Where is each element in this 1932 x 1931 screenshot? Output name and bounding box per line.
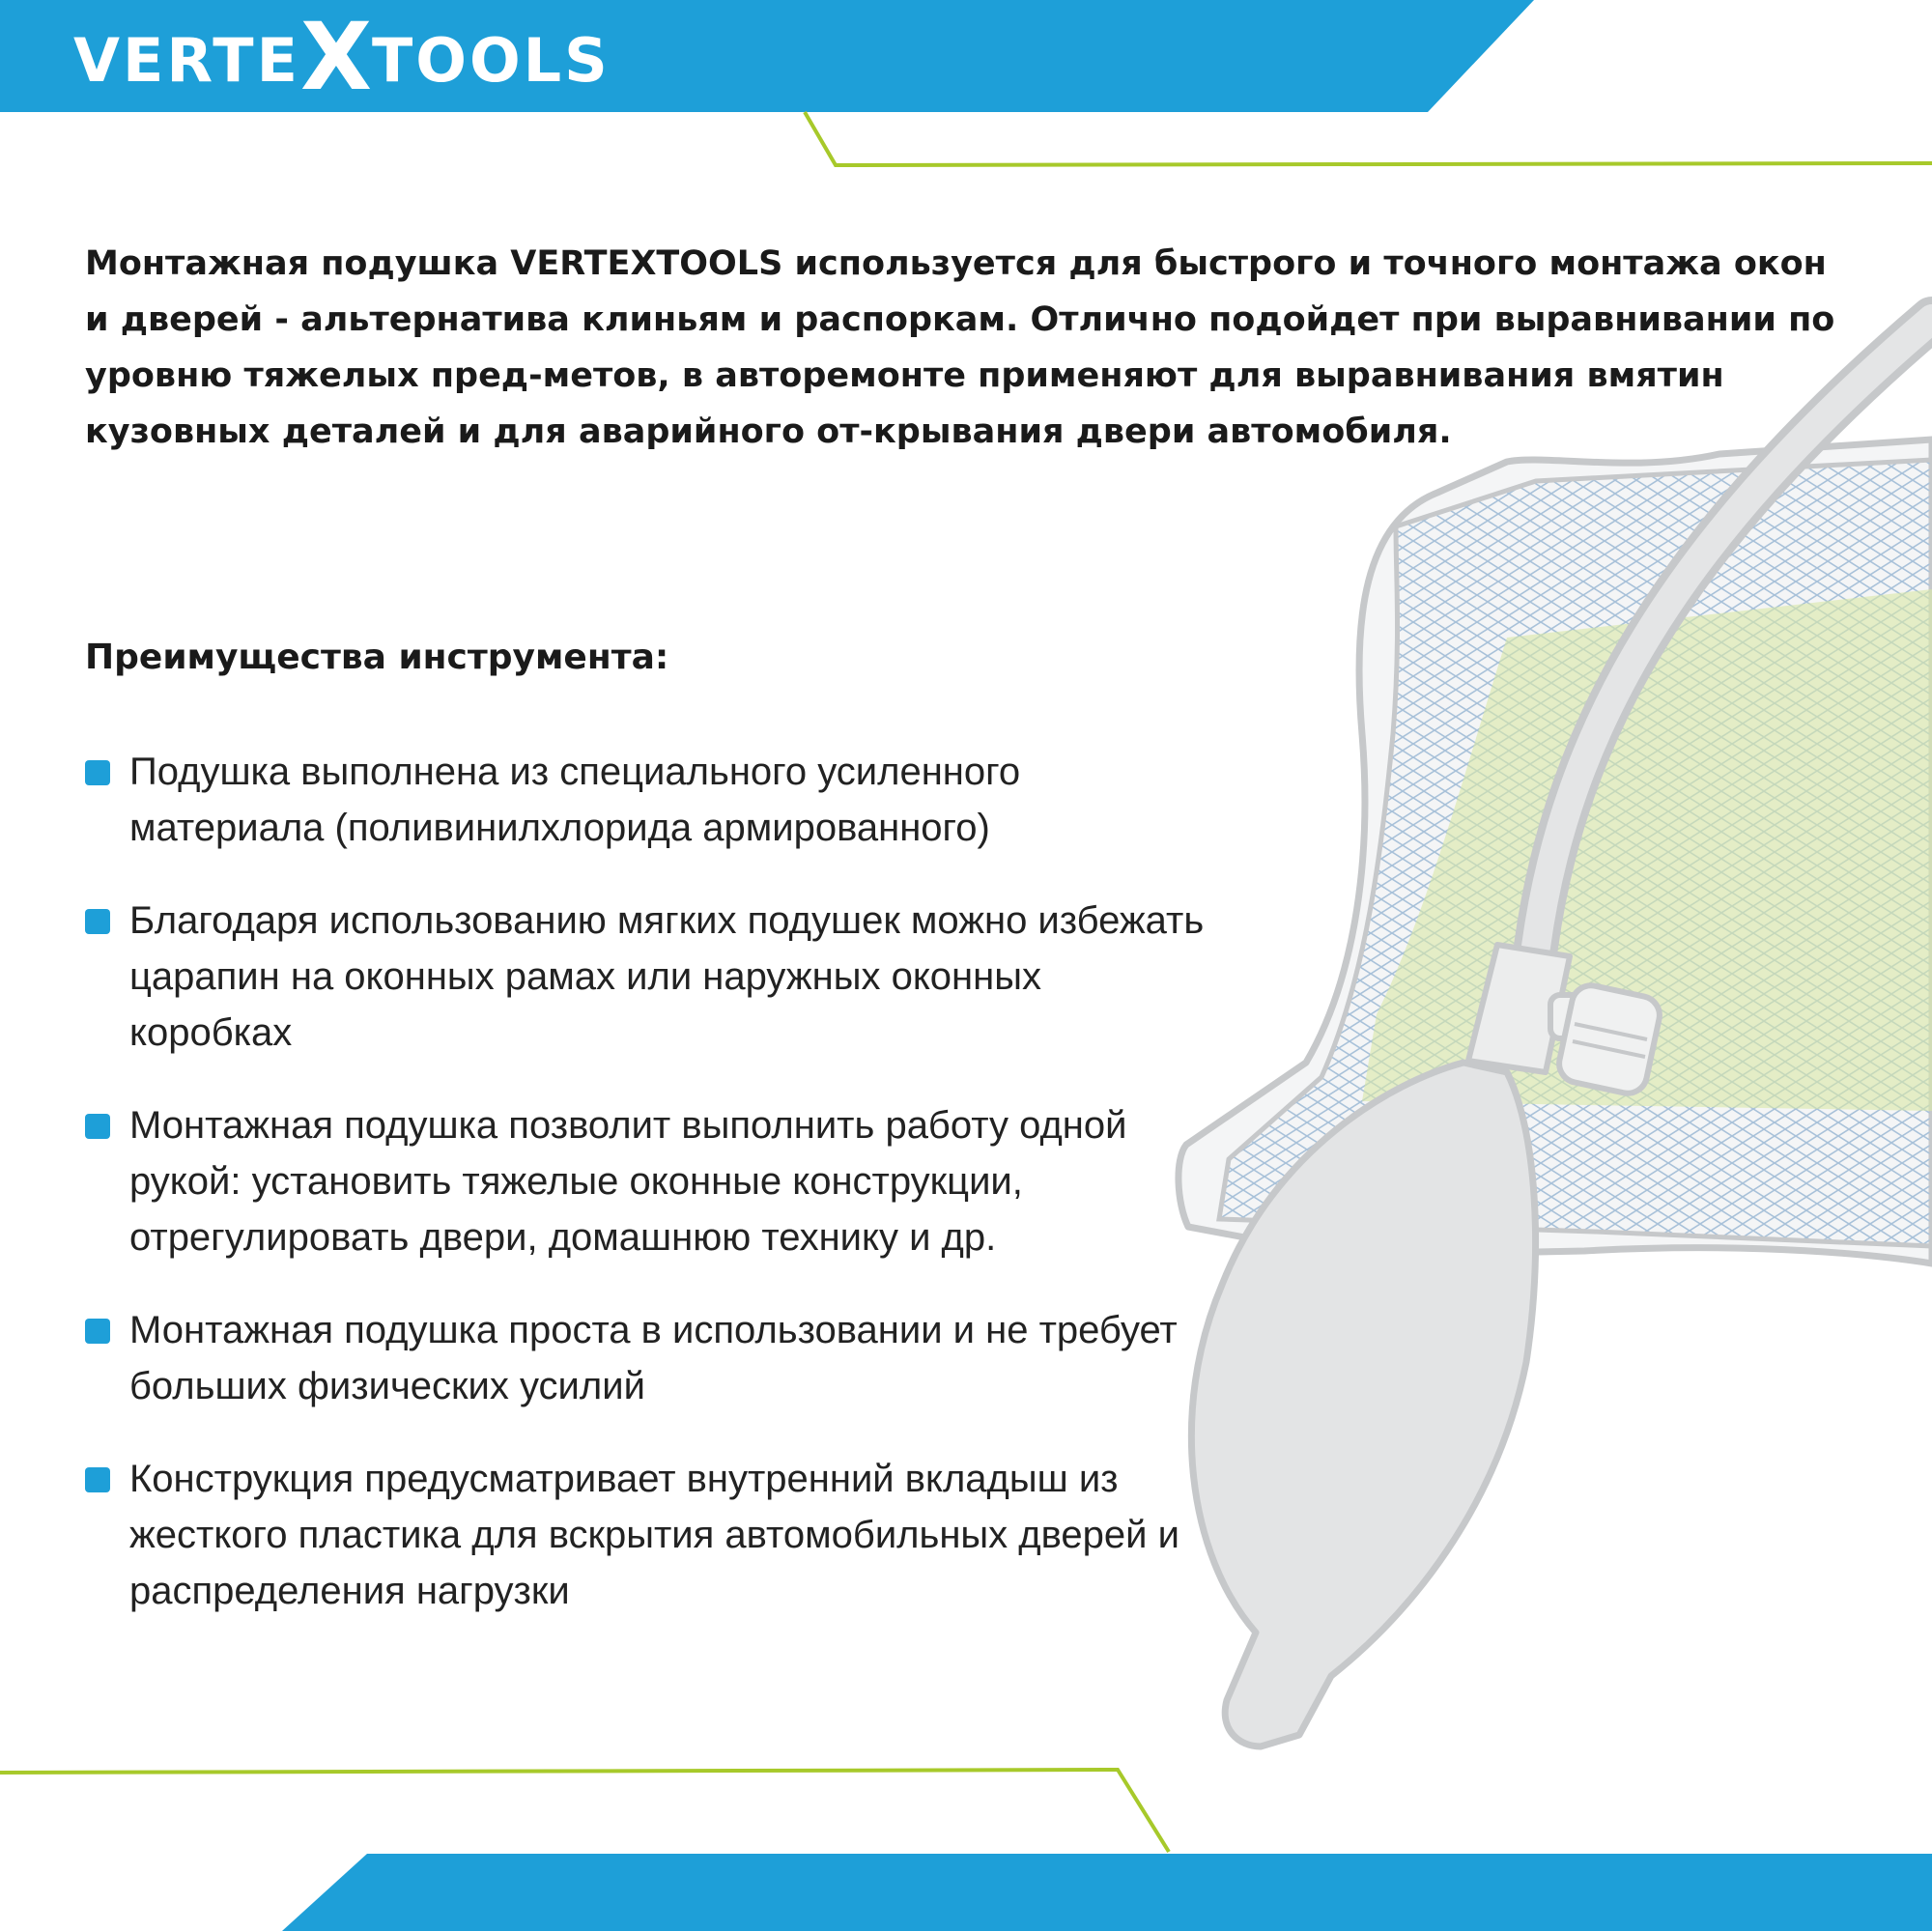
list-item	[85, 1451, 1206, 1619]
bullet-square-icon	[85, 1467, 110, 1492]
list-item	[85, 744, 1206, 856]
list-item	[85, 893, 1206, 1061]
release-valve-knob	[1550, 982, 1663, 1097]
advantages-title: Преимущества инструмента:	[85, 638, 669, 677]
logo-prefix: VERTE	[73, 25, 300, 96]
list-item-text: Благодаря использованию мягких подушек можно избежать царапин на оконных рамах или наружных оконных коробках	[129, 899, 1205, 1054]
brand-logo[interactable]	[73, 3, 611, 111]
intro-paragraph: Монтажная подушка VERTEXTOOLS используется для быстрого и точного монтажа окон и дверей - альтернатива клиньям и распоркам. Отлично подойдет при выравнивании по уровню тяжелых пред-метов, в авторемонте применяют для выравнивания вмятин кузовных деталей и для аварийного от-крывания двери автомобиля.	[85, 244, 1835, 451]
list-item-text: Монтажная подушка позволит выполнить работу одной рукой: установить тяжелые оконные конструкции, отрегулировать двери, домашнюю технику и др.	[129, 1104, 1127, 1259]
bullet-square-icon	[85, 760, 110, 785]
list-item-text: Монтажная подушка проста в использовании и не требует больших физических усилий	[129, 1309, 1178, 1407]
bullet-square-icon	[85, 1114, 110, 1139]
list-item-text: Конструкция предусматривает внутренний вкладыш из жесткого пластика для вскрытия автомобильных дверей и распределения нагрузки	[129, 1458, 1179, 1612]
list-item	[85, 1097, 1206, 1265]
bullet-square-icon	[85, 909, 110, 934]
logo-suffix: TOOLS	[371, 25, 611, 96]
advantages-list	[85, 744, 1206, 1619]
bullet-square-icon	[85, 1319, 110, 1344]
logo-x: X	[299, 3, 372, 111]
list-item-text: Подушка выполнена из специального усиленного материала (поливинилхлорида армированного)	[129, 751, 1021, 849]
list-item	[85, 1302, 1206, 1414]
